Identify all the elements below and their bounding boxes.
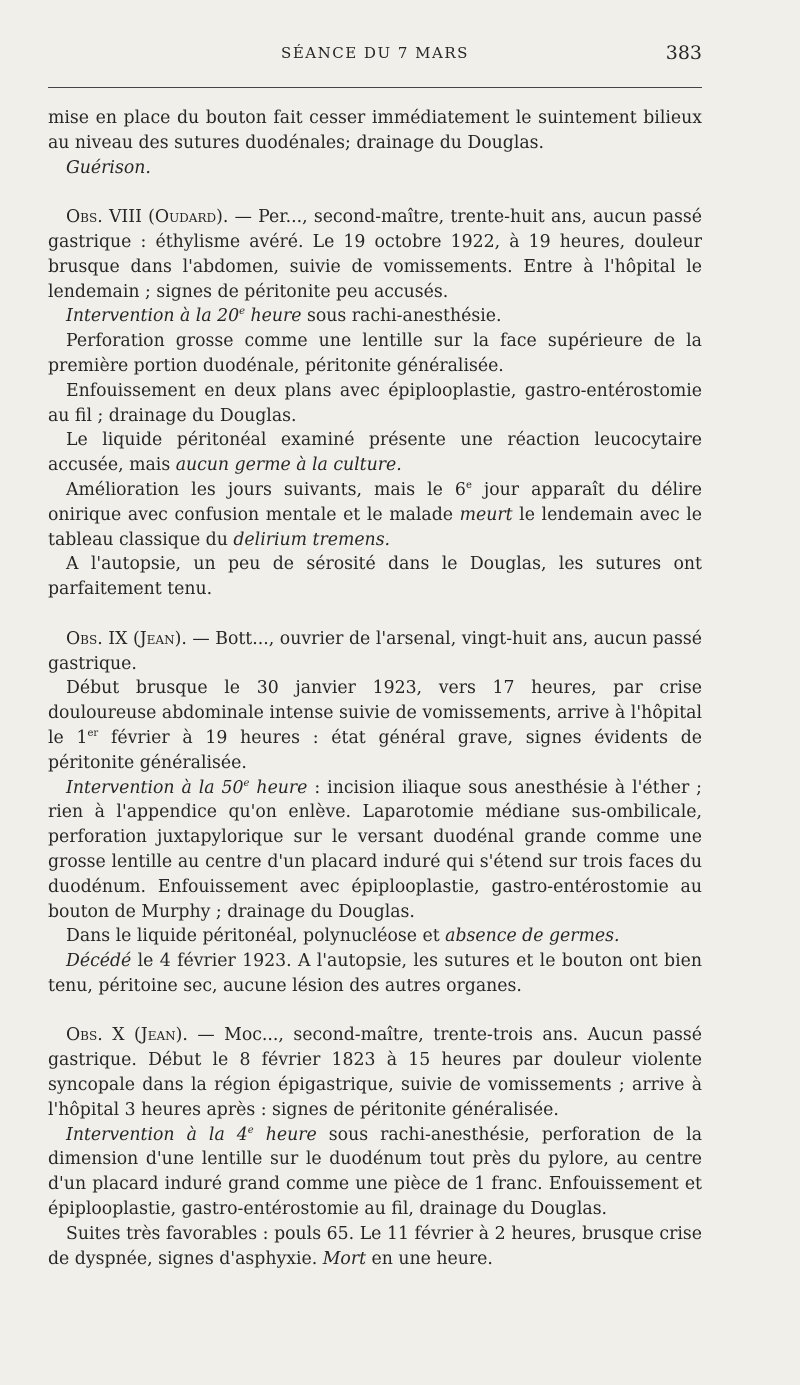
obs-viii-evolution: Amélioration les jours suivants, mais le 6e jour apparaît du délire onirique avec confusion mentale et le malade meurt le lendemain avec le tableau classique du delirium tremens. (48, 479, 702, 550)
paragraph-continuation: mise en place du bouton fait cesser immédiatement le suintement bilieux au niveau des sutures duodénales; drainage du Douglas. (48, 108, 702, 153)
obs-x-heading: Obs. X (Jean). — Moc..., second-maître, trente-trois ans. Aucun passé gastrique. Début le 8 février 1823 à 15 heures par douleur violente syncopale dans la région épigastrique, suivie de vomissements ; arrive à l'hôpital 3 heures après : signes de péritonite généralisée. (48, 1025, 703, 1120)
obs-ix-intervention: Intervention à la 50e heure : incision iliaque sous anesthésie à l'éther ; rien à l'appendice qu'on enlève. Laparotomie médiane sus-ombilicale, perforation juxtapylorique sur le versant duodénal grande comme une grosse lentille au centre d'un placard induré qui s'étend sur trois faces du duodénum. Enfouissement avec épiplooplastie, gastro-entérostomie au bouton de Murphy ; drainage du Douglas. (48, 777, 703, 922)
obs-ix-heading: Obs. IX (Jean). — Bott..., ouvrier de l'arsenal, vingt-huit ans, aucun passé gastrique. (48, 628, 702, 674)
page-number: 383 (665, 42, 702, 64)
outcome-line: Guérison. (66, 157, 151, 178)
running-title: SÉANCE DU 7 MARS (281, 44, 469, 62)
obs-viii-enfouissement: Enfouissement en deux plans avec épiplooplastie, gastro-entérostomie au fil ; drainage du Douglas. (48, 380, 702, 426)
obs-x-intervention: Intervention à la 4e heure sous rachi-anesthésie, perforation de la dimension d'une lentille sur le duodénum tout près du pylore, au centre d'un placard induré grand comme une pièce de 1 franc. Enfouissement et épiplooplastie, gastro-entérostomie au fil, drainage du Douglas. (48, 1124, 702, 1220)
obs-ix-debut: Début brusque le 30 janvier 1923, vers 17 heures, par crise douloureuse abdominale intense suivie de vomissements, arrive à l'hôpital le 1er février à 19 heures : état général grave, signes évidents de péritonite généralisée. (48, 678, 702, 773)
page-header (48, 44, 702, 74)
body-text (48, 106, 702, 1271)
obs-viii-heading: Obs. VIII (Oudard). — Per..., second-maître, trente-huit ans, aucun passé gastrique : éthylisme avéré. Le 19 octobre 1922, à 19 heures, douleur brusque dans l'abdomen, suivie de vomissements. Entre à l'hôpital le lendemain ; signes de péritonite peu accusés. (48, 207, 702, 302)
obs-viii-liquide: Le liquide péritonéal examiné présente une réaction leucocytaire accusée, mais aucun germe à la culture. (48, 430, 702, 476)
header-rule (48, 87, 702, 88)
obs-viii-perforation: Perforation grosse comme une lentille sur la face supérieure de la première portion duodénale, péritonite généralisée. (48, 331, 702, 376)
obs-ix-deces: Décédé le 4 février 1923. A l'autopsie, les sutures et le bouton ont bien tenu, péritoine sec, aucune lésion des autres organes. (48, 951, 702, 996)
obs-viii-autopsie: A l'autopsie, un peu de sérosité dans le Douglas, les sutures ont parfaitement tenu. (48, 554, 702, 600)
obs-x-suites: Suites très favorables : pouls 65. Le 11 février à 2 heures, brusque crise de dyspnée, signes d'asphyxie. Mort en une heure. (48, 1223, 702, 1269)
obs-viii-intervention: Intervention à la 20e heure sous rachi-anesthésie. (66, 306, 502, 327)
obs-ix-liquide: Dans le liquide péritonéal, polynucléose et absence de germes. (66, 926, 620, 947)
